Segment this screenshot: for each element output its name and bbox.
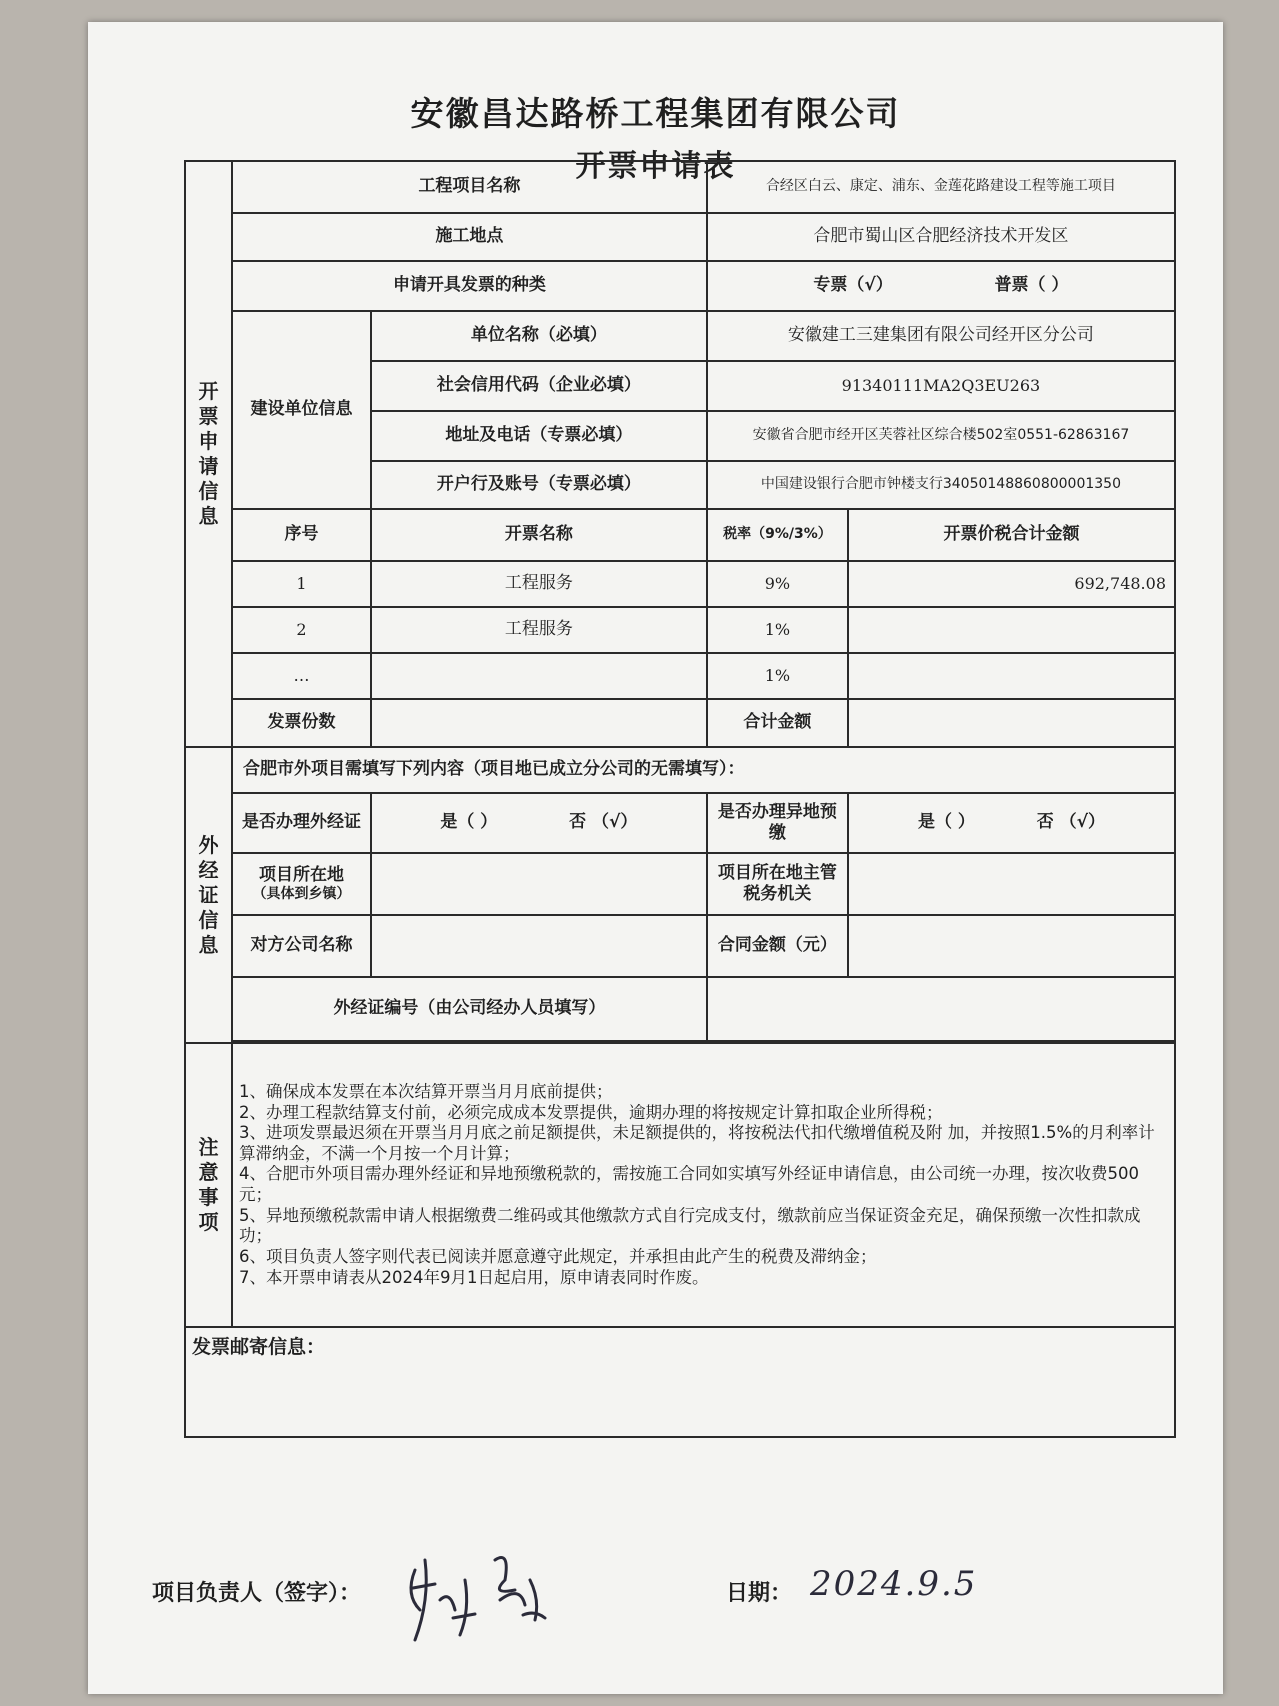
note-item: 7、本开票申请表从2024年9月1日起启用，原申请表同时作废。 [239, 1267, 709, 1287]
counterparty-label: 对方公司名称 [232, 915, 371, 977]
contract-amount-value [848, 915, 1175, 977]
section-outside-cert-label: 外 经 证 信 息 [185, 747, 232, 1043]
note-item: 5、异地预缴税款需申请人根据缴费二维码或其他缴款方式自行完成支付，缴款前应当保证资金充足，确保预缴一次性扣款成功； [239, 1205, 1141, 1246]
outside-cert-label: 是否办理外经证 [232, 793, 371, 853]
item-seq: … [232, 653, 371, 699]
items-header-seq: 序号 [232, 509, 371, 561]
total-label: 合计金额 [707, 699, 848, 747]
unit-name-label: 单位名称（必填） [371, 311, 707, 361]
notes-list [232, 1043, 1175, 1327]
item-row [185, 607, 1175, 653]
signature-label: 项目负责人（签字）： [152, 1581, 362, 1606]
project-name-label: 工程项目名称 [232, 161, 707, 213]
outside-note: 合肥市外项目需填写下列内容（项目地已成立分公司的无需填写）： [232, 747, 1175, 793]
prepay-yes: 是（ ） [917, 812, 975, 833]
items-header-name: 开票名称 [371, 509, 707, 561]
item-name: 工程服务 [371, 607, 707, 653]
tax-authority-value [848, 853, 1175, 915]
item-seq: 2 [232, 607, 371, 653]
mail-info: 发票邮寄信息： [185, 1327, 1175, 1437]
note-item: 6、项目负责人签字则代表已阅读并愿意遵守此规定，并承担由此产生的税费及滞纳金； [239, 1246, 877, 1266]
project-location-label [232, 853, 371, 915]
prepay-options [848, 793, 1175, 853]
item-rate: 1% [707, 653, 848, 699]
form-table [184, 160, 1176, 1438]
address-value: 安徽省合肥市经开区芙蓉社区综合楼502室0551-62863167 [707, 411, 1175, 461]
section-invoice-info-label: 开 票 申 请 信 息 [185, 161, 232, 747]
invoice-count-label: 发票份数 [232, 699, 371, 747]
project-location-value [371, 853, 707, 915]
item-name [371, 653, 707, 699]
item-name: 工程服务 [371, 561, 707, 607]
credit-code-label: 社会信用代码（企业必填） [371, 361, 707, 411]
cert-number-value [707, 977, 1175, 1041]
item-seq: 1 [232, 561, 371, 607]
items-header-amount: 开票价税合计金额 [848, 509, 1175, 561]
site-value: 合肥市蜀山区合肥经济技术开发区 [707, 213, 1175, 261]
handwritten-signature [395, 1540, 565, 1650]
items-header-rate: 税率（9%/3%） [707, 509, 848, 561]
note-item: 2、办理工程款结算支付前，必须完成成本发票提供，逾期办理的将按规定计算扣取企业所得税； [239, 1102, 943, 1122]
invoice-type-label: 申请开具发票的种类 [232, 261, 707, 311]
project-name-value: 合经区白云、康定、浦东、金莲花路建设工程等施工项目 [707, 161, 1175, 213]
project-location-sub: （具体到乡镇） [252, 885, 351, 902]
cert-number-label: 外经证编号（由公司经办人员填写） [232, 977, 707, 1041]
note-item: 3、进项发票最迟须在开票当月月底之前足额提供，未足额提供的，将按税法代扣代缴增值税及附 加，并按照1.5%的月利率计算滞纳金，不满一个月按一个月计算； [239, 1123, 1155, 1163]
tax-authority-label: 项目所在地主管税务机关 [707, 853, 848, 915]
prepay-no: 否 （√） [1036, 812, 1105, 833]
item-rate: 9% [707, 561, 848, 607]
invoice-count-value [371, 699, 707, 747]
site-label: 施工地点 [232, 213, 707, 261]
project-location-title: 项目所在地 [258, 864, 344, 885]
section-notes-label: 注 意 事 项 [185, 1043, 232, 1327]
item-row [185, 561, 1175, 607]
unit-name-value: 安徽建工三建集团有限公司经开区分公司 [707, 311, 1175, 361]
bank-value: 中国建设银行合肥市钟楼支行34050148860800001350 [707, 461, 1175, 509]
note-item: 1、确保成本发票在本次结算开票当月月底前提供； [239, 1081, 613, 1101]
credit-code-value: 91340111MA2Q3EU263 [707, 361, 1175, 411]
normal-invoice-option: 普票（ ） [994, 275, 1069, 296]
note-item: 4、合肥市外项目需办理外经证和异地预缴税款的，需按施工合同如实填写外经证申请信息，由公司统一办理，按次收费500元； [239, 1164, 1140, 1204]
address-label: 地址及电话（专票必填） [371, 411, 707, 461]
invoice-type-options [707, 261, 1175, 311]
outside-cert-no: 否 （√） [569, 812, 638, 833]
form-title: 开票申请表 [575, 149, 736, 184]
total-value [848, 699, 1175, 747]
outside-cert-yes: 是（ ） [440, 812, 498, 833]
item-amount [848, 607, 1175, 653]
item-amount: 692,748.08 [848, 561, 1175, 607]
date-label: 日期： [726, 1581, 793, 1606]
prepay-label: 是否办理异地预缴 [707, 793, 848, 853]
bank-label: 开户行及账号（专票必填） [371, 461, 707, 509]
outside-cert-options [371, 793, 707, 853]
item-rate: 1% [707, 607, 848, 653]
special-invoice-option: 专票（√） [813, 275, 893, 296]
contract-amount-label: 合同金额（元） [707, 915, 848, 977]
item-row [185, 653, 1175, 699]
company-title: 安徽昌达路桥工程集团有限公司 [410, 94, 901, 133]
item-amount [848, 653, 1175, 699]
counterparty-value [371, 915, 707, 977]
date-value: 2024.9.5 [810, 1564, 978, 1604]
builder-info-label: 建设单位信息 [232, 311, 371, 509]
